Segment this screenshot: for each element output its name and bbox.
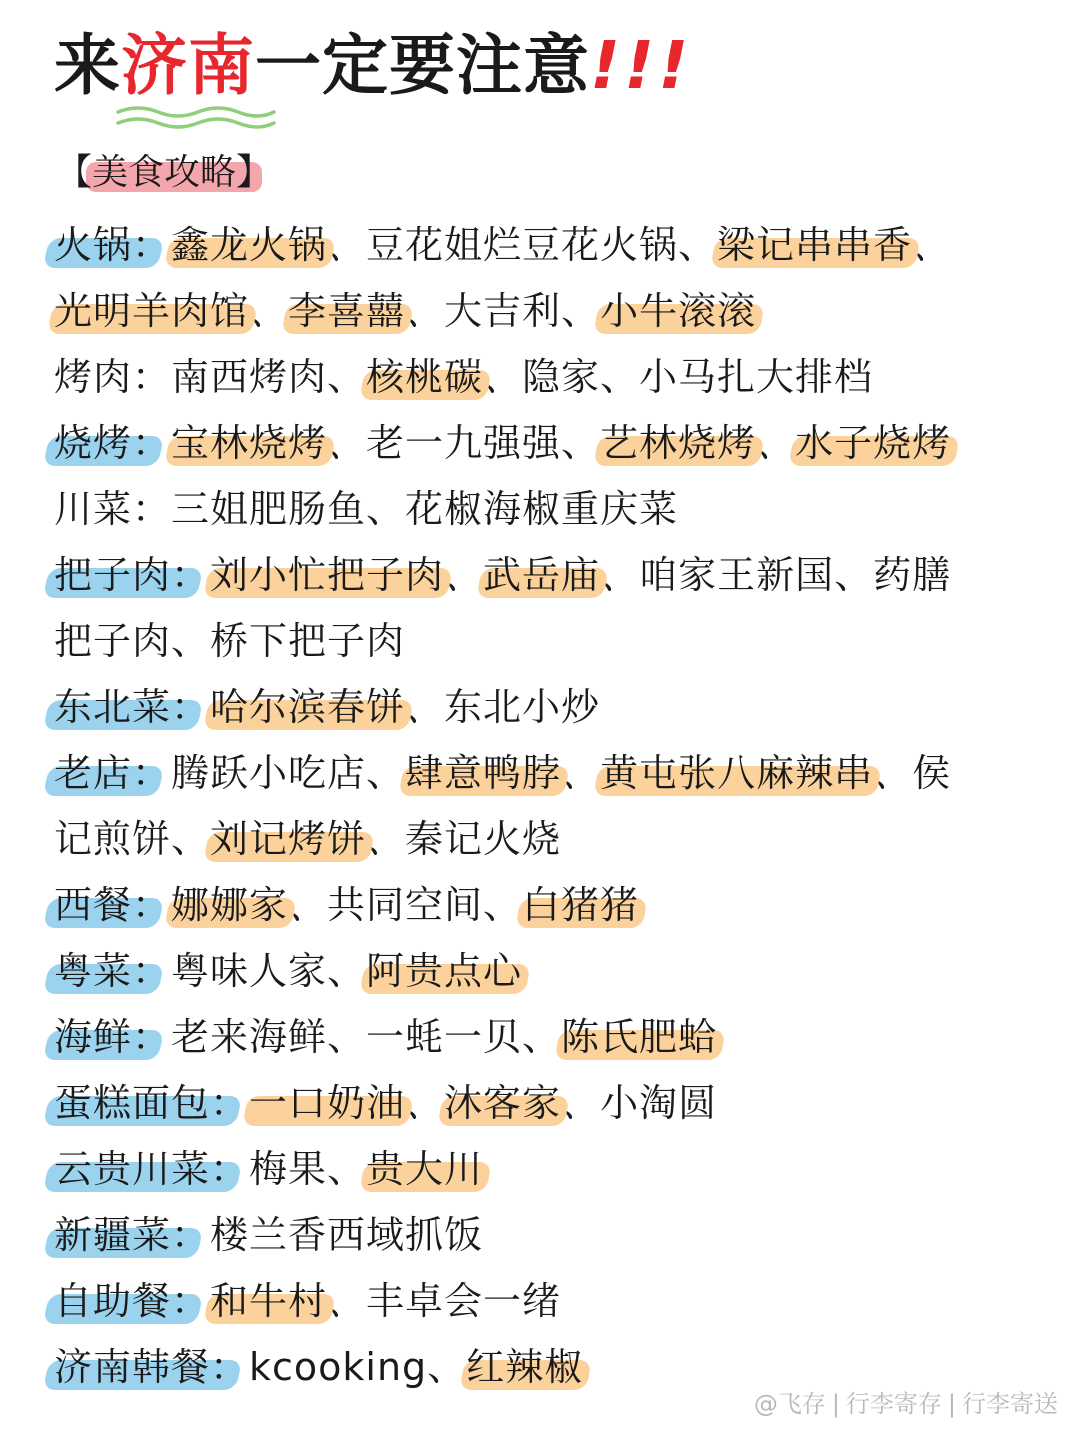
restaurant-highlight: 宝林烧烤 <box>171 410 327 476</box>
category-label: 川菜： <box>54 487 172 531</box>
category-label: 济南韩餐： <box>54 1334 249 1400</box>
food-guide-line <box>54 1004 1054 1070</box>
title-exclaim: !!! <box>590 27 693 104</box>
category-label: 把子肉： <box>54 542 210 608</box>
restaurant-highlight: 白猪猪 <box>522 872 639 938</box>
restaurant-highlight: 黄屯张八麻辣串 <box>600 740 873 806</box>
restaurant-highlight: 娜娜家 <box>171 872 288 938</box>
restaurant-text: 、东北小炒 <box>405 685 601 729</box>
restaurant-highlight: 武岳庙 <box>483 542 600 608</box>
restaurant-text: 、 <box>405 1081 445 1125</box>
restaurant-text: 南西烤肉、 <box>171 355 367 399</box>
restaurant-text: 、 <box>561 751 601 795</box>
watermark-author: @飞存 <box>753 1390 826 1418</box>
restaurant-highlight: 小牛滚滚 <box>600 278 756 344</box>
title-city: 济南 <box>121 27 255 104</box>
title-part2: 一定要注意 <box>255 27 590 104</box>
restaurant-text: 、小淘圆 <box>561 1081 718 1125</box>
restaurant-text: 粤味人家、 <box>171 949 367 993</box>
wave-underline-decoration <box>116 104 276 130</box>
food-guide-line <box>54 608 1054 674</box>
restaurant-text: 三姐肥肠鱼、花椒海椒重庆菜 <box>171 487 679 531</box>
watermark-tag-delivery: 行李寄送 <box>962 1390 1058 1418</box>
restaurant-text: 、 <box>756 421 796 465</box>
food-guide-line <box>54 542 1054 608</box>
food-guide-line <box>54 872 1054 938</box>
food-guide-line <box>54 476 1054 542</box>
restaurant-text: 把子肉、桥下把子肉 <box>54 619 406 663</box>
restaurant-text: 、隐家、小马扎大排档 <box>483 355 874 399</box>
restaurant-text: 、 <box>444 553 484 597</box>
food-guide-line <box>54 1202 1054 1268</box>
section-heading <box>56 148 272 198</box>
restaurant-text: 梅果、 <box>249 1147 367 1191</box>
food-guide-line <box>54 938 1054 1004</box>
food-guide-line <box>54 806 1054 872</box>
restaurant-text: 、豆花姐烂豆花火锅、 <box>327 223 718 267</box>
restaurant-text: 、秦记火烧 <box>366 817 562 861</box>
food-guide-line <box>54 1268 1054 1334</box>
restaurant-highlight: 贵大川 <box>366 1136 483 1202</box>
restaurant-highlight: 刘记烤饼 <box>210 806 366 872</box>
category-label: 云贵川菜： <box>54 1136 249 1202</box>
food-guide-line <box>54 344 1054 410</box>
restaurant-text: 、丰卓会一绪 <box>327 1279 562 1323</box>
restaurant-text: 、共同空间、 <box>288 883 523 927</box>
category-label: 自助餐： <box>54 1268 210 1334</box>
food-guide-line <box>54 1136 1054 1202</box>
restaurant-text: 、 <box>912 223 952 267</box>
restaurant-text: 老来海鲜、一蚝一贝、 <box>171 1015 562 1059</box>
restaurant-text: 、 <box>249 289 289 333</box>
restaurant-text: kcooking、 <box>249 1345 467 1389</box>
restaurant-highlight: 阿贵点心 <box>366 938 522 1004</box>
category-label: 东北菜： <box>54 674 210 740</box>
food-guide-line <box>54 1070 1054 1136</box>
category-label: 火锅： <box>54 212 171 278</box>
restaurant-text: 、大吉利、 <box>405 289 601 333</box>
category-label: 老店： <box>54 740 171 806</box>
restaurant-highlight: 水子烧烤 <box>795 410 951 476</box>
category-label: 蛋糕面包： <box>54 1070 249 1136</box>
restaurant-highlight: 一口奶油 <box>249 1070 405 1136</box>
restaurant-text: 楼兰香西域抓饭 <box>210 1213 484 1257</box>
restaurant-text: 腾跃小吃店、 <box>171 751 406 795</box>
restaurant-highlight: 光明羊肉馆 <box>54 278 249 344</box>
food-guide-line <box>54 278 1054 344</box>
watermark: @飞存 | 行李寄存 | 行李寄送 <box>753 1390 1058 1418</box>
page-title <box>54 27 693 104</box>
food-guide-line <box>54 410 1054 476</box>
restaurant-highlight: 沐客家 <box>444 1070 561 1136</box>
food-guide-line <box>54 212 1054 278</box>
restaurant-highlight: 肆意鸭脖 <box>405 740 561 806</box>
restaurant-highlight: 红辣椒 <box>466 1334 583 1400</box>
restaurant-text: 、侯 <box>873 751 952 795</box>
category-label: 海鲜： <box>54 1004 171 1070</box>
restaurant-highlight: 李喜囍 <box>288 278 405 344</box>
watermark-tag-storage: 行李寄存 <box>845 1390 942 1418</box>
restaurant-highlight: 梁记串串香 <box>717 212 912 278</box>
restaurant-text: 、老一九强强、 <box>327 421 601 465</box>
category-label: 烧烤： <box>54 410 171 476</box>
category-label: 西餐： <box>54 872 171 938</box>
restaurant-text: 、咱家王新国、药膳 <box>600 553 952 597</box>
category-label: 烤肉： <box>54 355 172 399</box>
restaurant-highlight: 艺林烧烤 <box>600 410 756 476</box>
category-label: 粤菜： <box>54 938 171 1004</box>
restaurant-highlight: 哈尔滨春饼 <box>210 674 405 740</box>
food-guide-line <box>54 674 1054 740</box>
restaurant-highlight: 陈氏肥蛤 <box>561 1004 717 1070</box>
food-guide-list <box>54 212 1054 1400</box>
restaurant-highlight: 鑫龙火锅 <box>171 212 327 278</box>
category-label: 新疆菜： <box>54 1202 210 1268</box>
food-guide-line <box>54 740 1054 806</box>
restaurant-highlight: 刘小忙把子肉 <box>210 542 444 608</box>
restaurant-highlight: 和牛村 <box>210 1268 327 1334</box>
restaurant-highlight: 核桃碳 <box>366 344 483 410</box>
title-part1: 来 <box>54 27 121 104</box>
restaurant-text: 记煎饼、 <box>54 817 211 861</box>
section-label: 【美食攻略】 <box>56 148 272 198</box>
